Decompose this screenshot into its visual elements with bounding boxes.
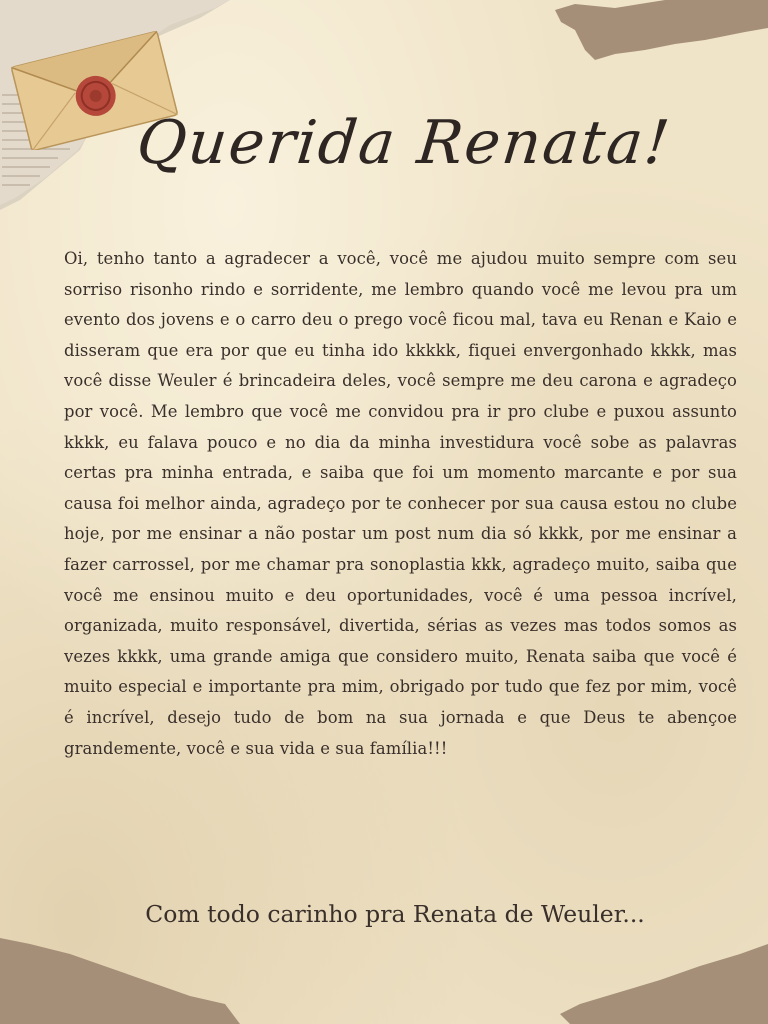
torn-strip-bottom-left: [0, 930, 240, 1024]
torn-strip-bottom-right: [560, 944, 768, 1024]
letter-signature: Com todo carinho pra Renata de Weuler...: [145, 900, 645, 928]
letter-title: Querida Renata!: [133, 108, 675, 178]
letter-body: Oi, tenho tanto a agradecer a você, você me ajudou muito sempre com seu sorriso risonho rindo e sorridente, me lembro quando você me levou pra um evento dos jovens e o carro deu o prego você ficou mal, tava eu Renan e Kaio e disseram que era por que eu tinha ido kkkkk, fiquei envergonhado kkkk, mas você disse Weuler é brincadeira deles, você sempre me deu carona e agradeço por você. Me lembro que você me convidou pra ir pro clube e puxou assunto kkkk, eu falava pouco e no dia da minha investidura você sobe as palavras certas pra minha entrada, e saiba que foi um momento marcante e por sua causa foi melhor ainda, agradeço por te conhecer por sua causa estou no clube hoje, por me ensinar a não postar um post num dia só kkkk, por me ensinar a fazer carrossel, por me chamar pra sonoplastia kkk, agradeço muito, saiba que você me ensinou muito e deu oportunidades, você é uma pessoa incrível, organizada, muito responsável, divertida, sérias as vezes mas todos somos as vezes kkkk, uma grande amiga que considero muito, Renata saiba que você é muito especial e importante pra mim, obrigado por tudo que fez por mim, você é incrível, desejo tudo de bom na sua jornada e que Deus te abençoe grandemente, você e sua vida e sua família!!!: [64, 249, 737, 758]
torn-strip-top-right: [555, 0, 768, 62]
